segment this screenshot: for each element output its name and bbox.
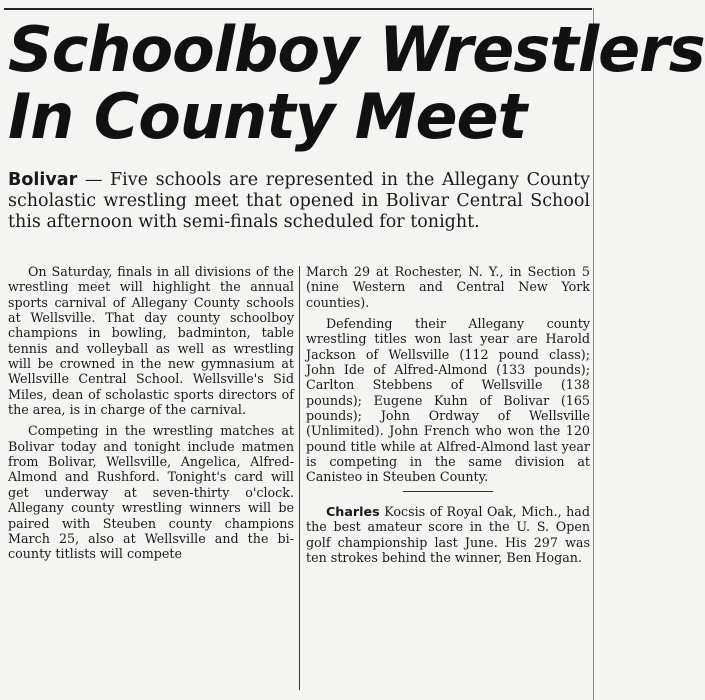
lead-text: — Five schools are represented in the Allegany County scholastic wrestling meet that opened in Bolivar Central School this afternoon with semi-finals scheduled for tonight.	[8, 170, 590, 232]
headline-line-2: In County Meet	[8, 80, 527, 153]
dateline: Bolivar	[8, 170, 78, 190]
brief-text: Kocsis of Royal Oak, Mich., had the best amateur score in the U. S. Open golf championship last June. His 297 was ten strokes behind the winner, Ben Hogan.	[306, 503, 590, 565]
right-paragraph-3	[306, 504, 590, 565]
headline-line-1: Schoolboy Wrestlers	[8, 13, 705, 86]
section-separator	[403, 491, 493, 492]
left-paragraph-1: On Saturday, finals in all divisions of the wrestling meet will highlight the annual sports carnival of Allegany County schools at Wellsville. That day county schoolboy champions in bowling, badminton, table tennis and volleyball as well as wrestling will be crowned in the new gymnasium at Wellsville Central School. Wellsville's Sid Miles, dean of scholastic sports directors of the area, is in charge of the carnival.	[8, 264, 294, 418]
right-edge-rule	[593, 8, 594, 700]
right-paragraph-1: March 29 at Rochester, N. Y., in Section 5 (nine Western and Central New York counties).	[306, 264, 590, 310]
left-paragraph-2: Competing in the wrestling matches at Bolivar today and tonight include matmen from Bolivar, Wellsville, Angelica, Alfred-Almond and Rushford. Tonight's card will get underway at seven-thirty o'clock. Allegany county wrestling winners will be paired with Steuben county champions March 25, also at Wellsville and the bi-county titlists will compete	[8, 423, 294, 562]
right-column	[306, 264, 590, 571]
lead-paragraph	[8, 170, 590, 233]
top-rule	[4, 8, 592, 10]
headline	[8, 13, 705, 153]
column-divider	[299, 266, 300, 690]
left-column	[8, 264, 294, 568]
brief-lead-name: Charles	[326, 503, 380, 519]
right-paragraph-2: Defending their Allegany county wrestling titles won last year are Harold Jackson of Wellsville (112 pound class); John Ide of Alfred-Almond (133 pounds); Carlton Stebbens of Wellsville (138 pounds); Eugene Kuhn of Bolivar (165 pounds); John Ordway of Wellsville (Unlimited). John French who won the 120 pound title while at Alfred-Almond last year is competing in the same division at Canisteo in Steuben County.	[306, 316, 590, 485]
